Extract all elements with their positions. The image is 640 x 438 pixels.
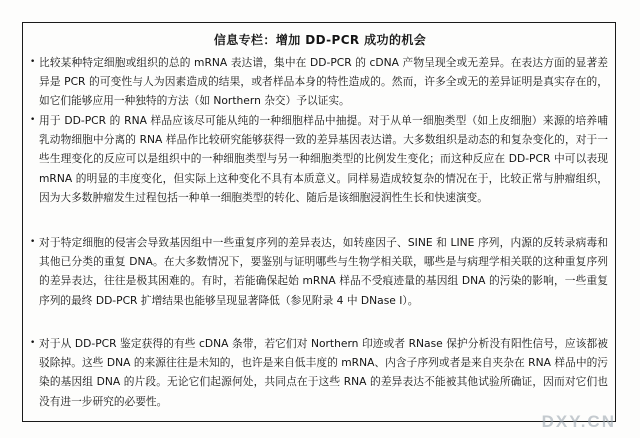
bullet-icon: • (30, 338, 36, 348)
list-item-text: 对于特定细胞的侵害会导致基因组中一些重复序列的差异表达，如转座因子、SINE 和 LINE 序列，内源的反转录病毒和其他已分类的重复 DNA。在大多数情况下，要鉴别与证明哪些与生物学相关联，哪些是与病理学相关联的这种重复序列的差异表达，往往是极其困难的。有时，若能确保起始 mRNA 样品不受痕迹量的基因组 DNA 的污染的影响，一些重复序列的最终 DD-PCR 扩增结果也能够呈现显著降低（参见附录 4 中 DNase Ⅰ）。 (39, 236, 608, 307)
box-title: 信息专栏：增加 DD-PCR 成功的机会 (213, 33, 427, 47)
list-item-text: 用于 DD-PCR 的 RNA 样品应该尽可能从纯的一种细胞样品中抽提。对于从单一细胞类型（如上皮细胞）来源的培养哺乳动物细胞中分离的 RNA 样品作比较研究能够获得一致的差异基因表达谱。大多数组织是动态的和复杂变化的，对于一些生理变化的反应可以是组织中的一种细胞类型与另一种细胞类型的比例发生变化；而这种反应在 DD-PCR 中可以表现 mRNA 的明显的丰度变化，但实际上这种变化不具有本质意义。同样易造成较复杂的情况在于，比较正常与肿瘤组织，因为大多数肿瘤发生过程包括一种单一细胞类型的转化、随后是该细胞浸润性生长和快速演变。 (39, 114, 608, 204)
bullet-icon: • (30, 115, 36, 125)
list-item (30, 334, 608, 411)
list-item (30, 111, 608, 207)
list-item-text: 比较某种特定细胞或组织的总的 mRNA 表达谱，集中在 DD-PCR 的 cDNA 产物呈现全或无差异。在表达方面的显著差异是 PCR 的可变性与人为因素造成的结果，或者样品本身的特性造成的。然而，许多全或无的差异证明是真实存在的，如它们能够应用一种独特的方法（如 Northern 杂交）予以证实。 (39, 56, 608, 108)
list-item (30, 233, 608, 310)
info-box (22, 22, 616, 422)
bullet-icon: • (30, 237, 36, 247)
bullet-icon: • (30, 57, 36, 67)
list-item (30, 53, 608, 111)
site-watermark: DXY.CN (541, 412, 616, 431)
list-item-text: 对于从 DD-PCR 鉴定获得的有些 cDNA 条带，若它们对 Northern 印迹或者 RNase 保护分析没有阳性信号，应该都被驳除掉。这些 DNA 的来源往往是未知的，也许是来自低丰度的 mRNA、内含子序列或者是来自夹杂在 RNA 样品中的污染的基因组 DNA 的片段。无论它们起源何处，共同点在于这些 RNA 的差异表达不能被其他试验所确证，因而对它们也没有进一步研究的必要性。 (39, 337, 608, 408)
